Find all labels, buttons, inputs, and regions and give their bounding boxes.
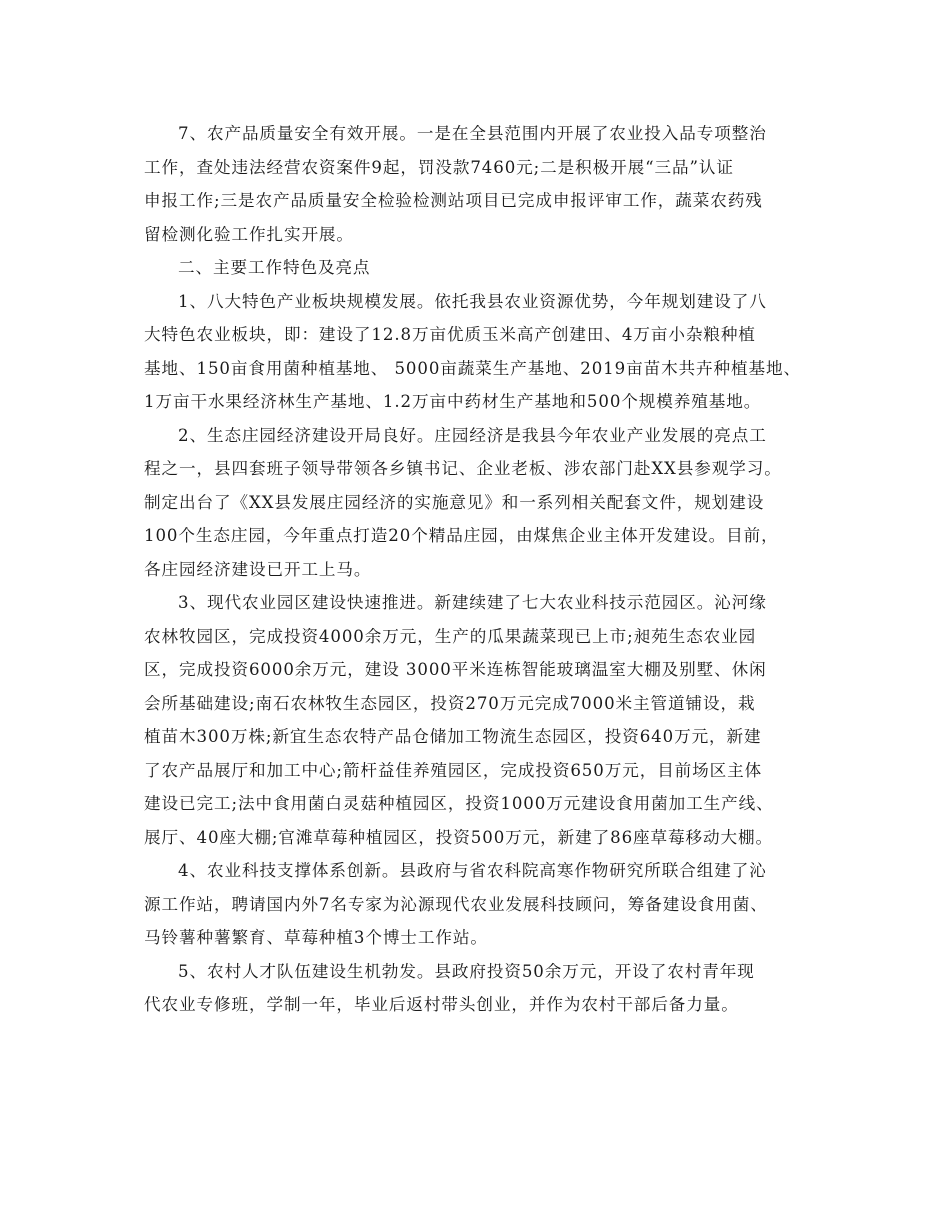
paragraph-line: 100个生态庄园，今年重点打造20个精品庄园，由煤焦企业主体开发建设。目前， (144, 526, 779, 545)
paragraph-line: 各庄园经济建设已开工上马。 (144, 559, 372, 579)
paragraph-line: 代农业专修班，学制一年，毕业后返村带头创业，并作为农村干部后备力量。 (144, 995, 739, 1014)
paragraph-line: 2、生态庄园经济建设开局良好。庄园经济是我县今年农业产业发展的亮点工 (178, 425, 767, 445)
paragraph-line: 源工作站，聘请国内外7名专家为沁源现代农业发展科技顾问，筹备建设食用菌、 (144, 894, 768, 914)
paragraph-line: 大特色农业板块，即：建设了12.8万亩优质玉米高产创建田、4万亩小杂粮种植 (144, 325, 756, 344)
paragraph-line: 4、农业科技支撑体系创新。县政府与省农科院高寒作物研究所联合组建了沁 (178, 861, 767, 880)
paragraph-line: 留检测化验工作扎实开展。 (144, 224, 354, 244)
document-body (144, 117, 812, 1022)
paragraph-line: 3、现代农业园区建设快速推进。新建续建了七大农业科技示范园区。沁河缘 (178, 593, 767, 612)
paragraph-line: 工作，查处违法经营农资案件9起，罚没款7460元;二是积极开展“三品”认证 (144, 157, 734, 177)
paragraph-line: 5、农村人才队伍建设生机勃发。县政府投资50余万元，开设了农村青年现 (178, 961, 755, 981)
paragraph-line: 建设已完工;法中食用菌白灵菇种植园区，投资1000万元建设食用菌加工生产线、 (144, 794, 774, 813)
paragraph-line: 马铃薯种薯繁育、草莓种植3个博士工作站。 (144, 928, 488, 947)
paragraph-line: 7、农产品质量安全有效开展。一是在全县范围内开展了农业投入品专项整治 (178, 124, 767, 143)
paragraph-line: 植苗木300万株;新宜生态农特产品仓储加工物流生态园区，投资640万元，新建 (144, 727, 762, 746)
paragraph-line: 1万亩干水果经济林生产基地、1.2万亩中药材生产基地和500个规模养殖基地。 (144, 392, 762, 411)
paragraph-line: 1、八大特色产业板块规模发展。依托我县农业资源优势，今年规划建设了八 (178, 291, 767, 311)
section-heading: 二、主要工作特色及亮点 (178, 258, 371, 277)
paragraph-line: 展厅、40座大棚;官滩草莓种植园区，投资500万元，新建了86座草莓移动大棚。 (144, 827, 773, 847)
paragraph-line: 了农产品展厅和加工中心;箭杆益佳养殖园区，完成投资650万元，目前场区主体 (144, 760, 763, 780)
paragraph-line: 程之一，县四套班子领导带领各乡镇书记、企业老板、涉农部门赴XX县参观学习。 (144, 459, 782, 478)
paragraph-line: 农林牧园区，完成投资4000余万元，生产的瓜果蔬菜现已上市;昶苑生态农业园 (144, 626, 757, 646)
paragraph-line: 制定出台了《XX县发展庄园经济的实施意见》和一系列相关配套文件，规划建设 (144, 492, 765, 512)
paragraph-line: 区，完成投资6000余万元，建设 3000平米连栋智能玻璃温室大棚及别墅、休闲 (144, 660, 767, 679)
paragraph-line: 会所基础建设;南石农林牧生态园区，投资270万元完成7000米主管道铺设，栽 (144, 693, 756, 713)
paragraph-line: 申报工作;三是农产品质量安全检验检测站项目已完成申报评审工作，蔬菜农药残 (144, 191, 763, 210)
paragraph-line: 基地、150亩食用菌种植基地、 5000亩蔬菜生产基地、2019亩苗木共卉种植基地、 (144, 358, 802, 378)
